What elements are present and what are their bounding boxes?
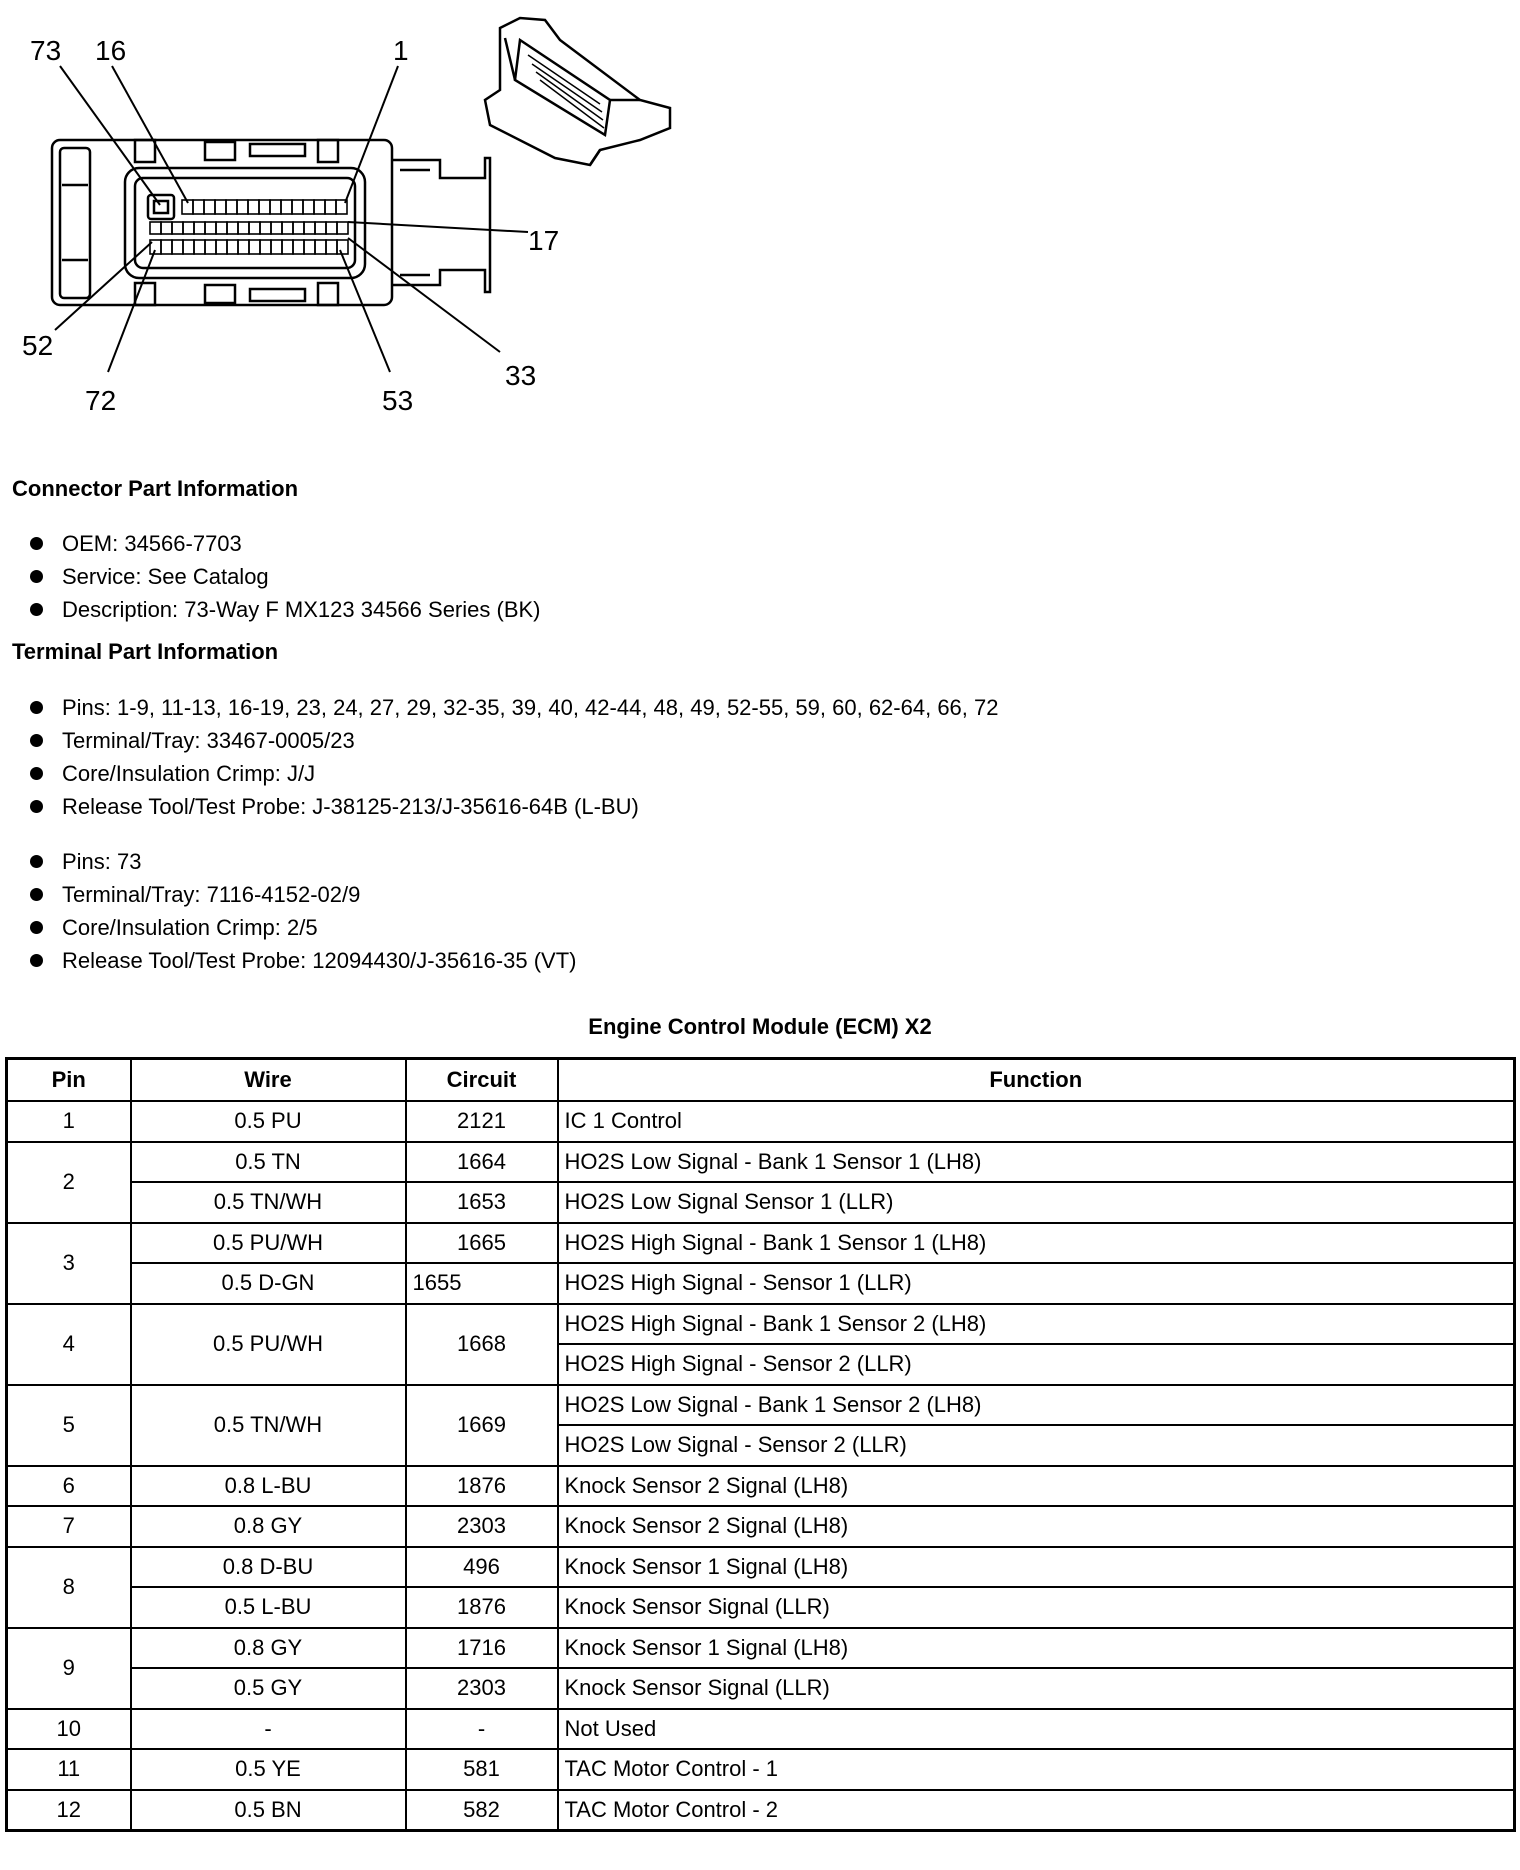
table-row: [7, 1101, 1515, 1142]
table-row: [7, 1668, 1515, 1709]
wire-cell: 0.5 TN/WH: [131, 1182, 406, 1223]
pin-cell: 7: [7, 1506, 131, 1547]
pin-row-middle: [150, 222, 348, 234]
table-row: [7, 1547, 1515, 1588]
table-header-row: [7, 1059, 1515, 1102]
pin-labels: [22, 35, 559, 416]
function-cell: TAC Motor Control - 1: [558, 1749, 1515, 1790]
wire-cell: 0.5 TN/WH: [131, 1385, 406, 1466]
terminal-info-item: Release Tool/Test Probe: J-38125-213/J-35616-64B (L-BU): [28, 790, 998, 823]
function-cell: IC 1 Control: [558, 1101, 1515, 1142]
connector-info-item: Description: 73-Way F MX123 34566 Series (BK): [28, 593, 541, 626]
table-row: [7, 1182, 1515, 1223]
function-cell: Knock Sensor 1 Signal (LH8): [558, 1547, 1515, 1588]
pin-label-72: 72: [85, 385, 117, 416]
pin-cell: 5: [7, 1385, 131, 1466]
table-row: [7, 1304, 1515, 1345]
circuit-cell: 2303: [406, 1506, 558, 1547]
pin-cell: 12: [7, 1790, 131, 1831]
wire-cell: 0.5 PU/WH: [131, 1304, 406, 1385]
circuit-cell: 2303: [406, 1668, 558, 1709]
pin-cell: 6: [7, 1466, 131, 1507]
pin-label-52: 52: [22, 330, 54, 361]
pin-row-top: [182, 200, 347, 214]
circuit-cell: 1876: [406, 1466, 558, 1507]
terminal-info-title: Terminal Part Information: [12, 639, 279, 664]
wire-cell: 0.5 PU: [131, 1101, 406, 1142]
pin-label-53: 53: [382, 385, 414, 416]
circuit-cell: 582: [406, 1790, 558, 1831]
pin-label-33: 33: [505, 360, 537, 391]
wire-cell: 0.5 PU/WH: [131, 1223, 406, 1264]
circuit-cell: 1716: [406, 1628, 558, 1669]
table-row: [7, 1790, 1515, 1831]
table-row: [7, 1749, 1515, 1790]
header-function: Function: [558, 1059, 1515, 1102]
terminal-info-item: Pins: 1-9, 11-13, 16-19, 23, 24, 27, 29, 32-35, 39, 40, 42-44, 48, 49, 52-55, 59, 60, 62-64, 66, 72: [28, 691, 998, 724]
pin-cell: 4: [7, 1304, 131, 1385]
pin-cell: 11: [7, 1749, 131, 1790]
pin-grid: [150, 200, 348, 254]
wire-cell: 0.5 D-GN: [131, 1263, 406, 1304]
table-row: [7, 1506, 1515, 1547]
terminal-info-group-2: [28, 845, 576, 977]
wire-cell: 0.5 YE: [131, 1749, 406, 1790]
table-row: [7, 1628, 1515, 1669]
table-title: Engine Control Module (ECM) X2: [588, 1014, 932, 1039]
terminal-info-item: Terminal/Tray: 7116-4152-02/9: [28, 878, 576, 911]
circuit-cell: 1664: [406, 1142, 558, 1183]
function-cell: HO2S High Signal - Sensor 1 (LLR): [558, 1263, 1515, 1304]
circuit-cell: 1668: [406, 1304, 558, 1385]
function-cell: Not Used: [558, 1709, 1515, 1750]
terminal-info-group-1: [28, 691, 998, 823]
function-cell: Knock Sensor Signal (LLR): [558, 1668, 1515, 1709]
wire-cell: 0.8 L-BU: [131, 1466, 406, 1507]
function-cell: HO2S High Signal - Sensor 2 (LLR): [558, 1344, 1515, 1385]
terminal-info-item: Core/Insulation Crimp: J/J: [28, 757, 998, 790]
pin-row-bottom: [150, 240, 348, 254]
function-cell: HO2S High Signal - Bank 1 Sensor 2 (LH8): [558, 1304, 1515, 1345]
connector-info-list: [28, 527, 541, 626]
header-pin: Pin: [7, 1059, 131, 1102]
function-cell: TAC Motor Control - 2: [558, 1790, 1515, 1831]
connector-info-item: OEM: 34566-7703: [28, 527, 541, 560]
table-row: [7, 1466, 1515, 1507]
header-wire: Wire: [131, 1059, 406, 1102]
pin-cell: 9: [7, 1628, 131, 1709]
pin-cell: 2: [7, 1142, 131, 1223]
table-row: [7, 1263, 1515, 1304]
function-cell: HO2S High Signal - Bank 1 Sensor 1 (LH8): [558, 1223, 1515, 1264]
function-cell: Knock Sensor 2 Signal (LH8): [558, 1466, 1515, 1507]
function-cell: HO2S Low Signal - Bank 1 Sensor 1 (LH8): [558, 1142, 1515, 1183]
circuit-cell: 1876: [406, 1587, 558, 1628]
table-row: [7, 1142, 1515, 1183]
pin-cell: 3: [7, 1223, 131, 1304]
connector-diagram: [0, 0, 700, 420]
circuit-cell: 496: [406, 1547, 558, 1588]
circuit-cell: 1655: [406, 1263, 558, 1304]
function-cell: Knock Sensor 2 Signal (LH8): [558, 1506, 1515, 1547]
function-cell: Knock Sensor Signal (LLR): [558, 1587, 1515, 1628]
table-row: [7, 1587, 1515, 1628]
terminal-info-item: Pins: 73: [28, 845, 576, 878]
function-cell: Knock Sensor 1 Signal (LH8): [558, 1628, 1515, 1669]
terminal-info-item: Core/Insulation Crimp: 2/5: [28, 911, 576, 944]
connector-info-title: Connector Part Information: [12, 476, 299, 501]
circuit-cell: 1665: [406, 1223, 558, 1264]
terminal-info-item: Terminal/Tray: 33467-0005/23: [28, 724, 998, 757]
pin-label-17: 17: [528, 225, 560, 256]
pin-label-16: 16: [95, 35, 127, 66]
pin-cell: 10: [7, 1709, 131, 1750]
pin-cell: 1: [7, 1101, 131, 1142]
circuit-cell: 1653: [406, 1182, 558, 1223]
connector-perspective-icon: [485, 18, 670, 165]
circuit-cell: 1669: [406, 1385, 558, 1466]
table-row: [7, 1223, 1515, 1264]
pin-cell: 8: [7, 1547, 131, 1628]
table-row: [7, 1385, 1515, 1426]
circuit-cell: 581: [406, 1749, 558, 1790]
ecm-pinout-table: [5, 1057, 1516, 1832]
pin-label-73: 73: [30, 35, 62, 66]
connector-info-item: Service: See Catalog: [28, 560, 541, 593]
wire-cell: 0.5 BN: [131, 1790, 406, 1831]
function-cell: HO2S Low Signal - Bank 1 Sensor 2 (LH8): [558, 1385, 1515, 1426]
wire-cell: 0.5 TN: [131, 1142, 406, 1183]
wire-cell: 0.5 L-BU: [131, 1587, 406, 1628]
circuit-cell: 2121: [406, 1101, 558, 1142]
header-circuit: Circuit: [406, 1059, 558, 1102]
function-cell: HO2S Low Signal Sensor 1 (LLR): [558, 1182, 1515, 1223]
wire-cell: 0.8 D-BU: [131, 1547, 406, 1588]
pin-label-1: 1: [393, 35, 409, 66]
terminal-info-item: Release Tool/Test Probe: 12094430/J-35616-35 (VT): [28, 944, 576, 977]
wire-cell: 0.8 GY: [131, 1506, 406, 1547]
wire-cell: -: [131, 1709, 406, 1750]
circuit-cell: -: [406, 1709, 558, 1750]
wire-cell: 0.8 GY: [131, 1628, 406, 1669]
table-row: [7, 1709, 1515, 1750]
wire-cell: 0.5 GY: [131, 1668, 406, 1709]
function-cell: HO2S Low Signal - Sensor 2 (LLR): [558, 1425, 1515, 1466]
